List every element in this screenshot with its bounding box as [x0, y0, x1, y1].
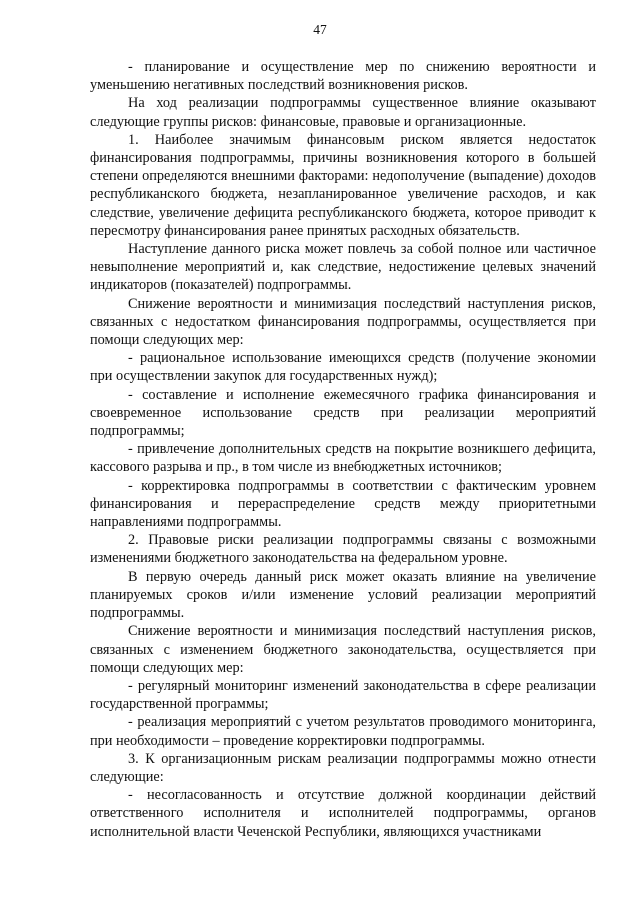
- list-item-implementation: - реализация мероприятий с учетом результатов проводимого мониторинга, при необходимости – проведение корректировки подпрограммы.: [90, 714, 596, 749]
- list-item-monthly-schedule: - составление и исполнение ежемесячного графика финансирования и своевременное использование средств при реализации мероприятий подпрограммы;: [90, 386, 596, 440]
- list-item-rational-use: - рациональное использование имеющихся средств (получение экономии при осуществлении закупок для государственных нужд);: [90, 350, 596, 385]
- body-text: [90, 58, 596, 841]
- list-item-coordination: - несогласованность и отсутствие должной координации действий ответственного исполнителя и исполнителей подпрограммы, органов исполнительной власти Чеченской Республики, являющихся участниками: [90, 787, 596, 840]
- paragraph-legal-mitigation: Снижение вероятности и минимизация последствий наступления рисков, связанных с изменением бюджетного законодательства, осуществляется при помощи следующих мер:: [90, 623, 596, 676]
- paragraph-financial-mitigation: Снижение вероятности и минимизация последствий наступления рисков, связанных с недостатком финансирования подпрограммы, осуществляется при помощи следующих мер:: [90, 295, 596, 349]
- list-item-extra-funds: - привлечение дополнительных средств на покрытие возникшего дефицита, кассового разрыва и пр., в том числе из внебюджетных источников;: [90, 441, 596, 476]
- paragraph-risk-groups: На ход реализации подпрограммы существенное влияние оказывают следующие группы рисков: финансовые, правовые и организационные.: [90, 95, 596, 130]
- paragraph-risk-consequences: Наступление данного риска может повлечь за собой полное или частичное невыполнение мероприятий и, как следствие, недостижение целевых значений индикаторов (показателей) подпрограммы.: [90, 241, 596, 294]
- paragraph-legal-impact: В первую очередь данный риск может оказать влияние на увеличение планируемых сроков и/или изменение условий реализации мероприятий подпрограммы.: [90, 568, 596, 622]
- paragraph-financial-risk: 1. Наиболее значимым финансовым риском является недостаток финансирования подпрограммы, причины возникновения которого в большей степени определяются внешними факторами: недополучение (выпадение) доходов республиканского бюджета, незапланированное увеличение расходов, и как следствие, увеличение дефицита республиканского бюджета, которое приводит к пересмотру финансирования ранее принятых расходных обязательств.: [90, 131, 596, 239]
- list-item-program-adjustment: - корректировка подпрограммы в соответствии с фактическим уровнем финансирования и перераспределение средств между приоритетными направлениями подпрограммы.: [90, 477, 596, 531]
- page-number: 47: [313, 22, 327, 37]
- list-item-monitoring: - регулярный мониторинг изменений законодательства в сфере реализации государственной программы;: [90, 677, 596, 713]
- paragraph-organizational-risk: 3. К организационным рискам реализации подпрограммы можно отнести следующие:: [90, 750, 596, 785]
- paragraph-measures-planning: - планирование и осуществление мер по снижению вероятности и уменьшению негативных последствий возникновения рисков.: [90, 59, 596, 94]
- paragraph-legal-risk: 2. Правовые риски реализации подпрограммы связаны с возможными изменениями бюджетного законодательства на федеральном уровне.: [90, 532, 596, 567]
